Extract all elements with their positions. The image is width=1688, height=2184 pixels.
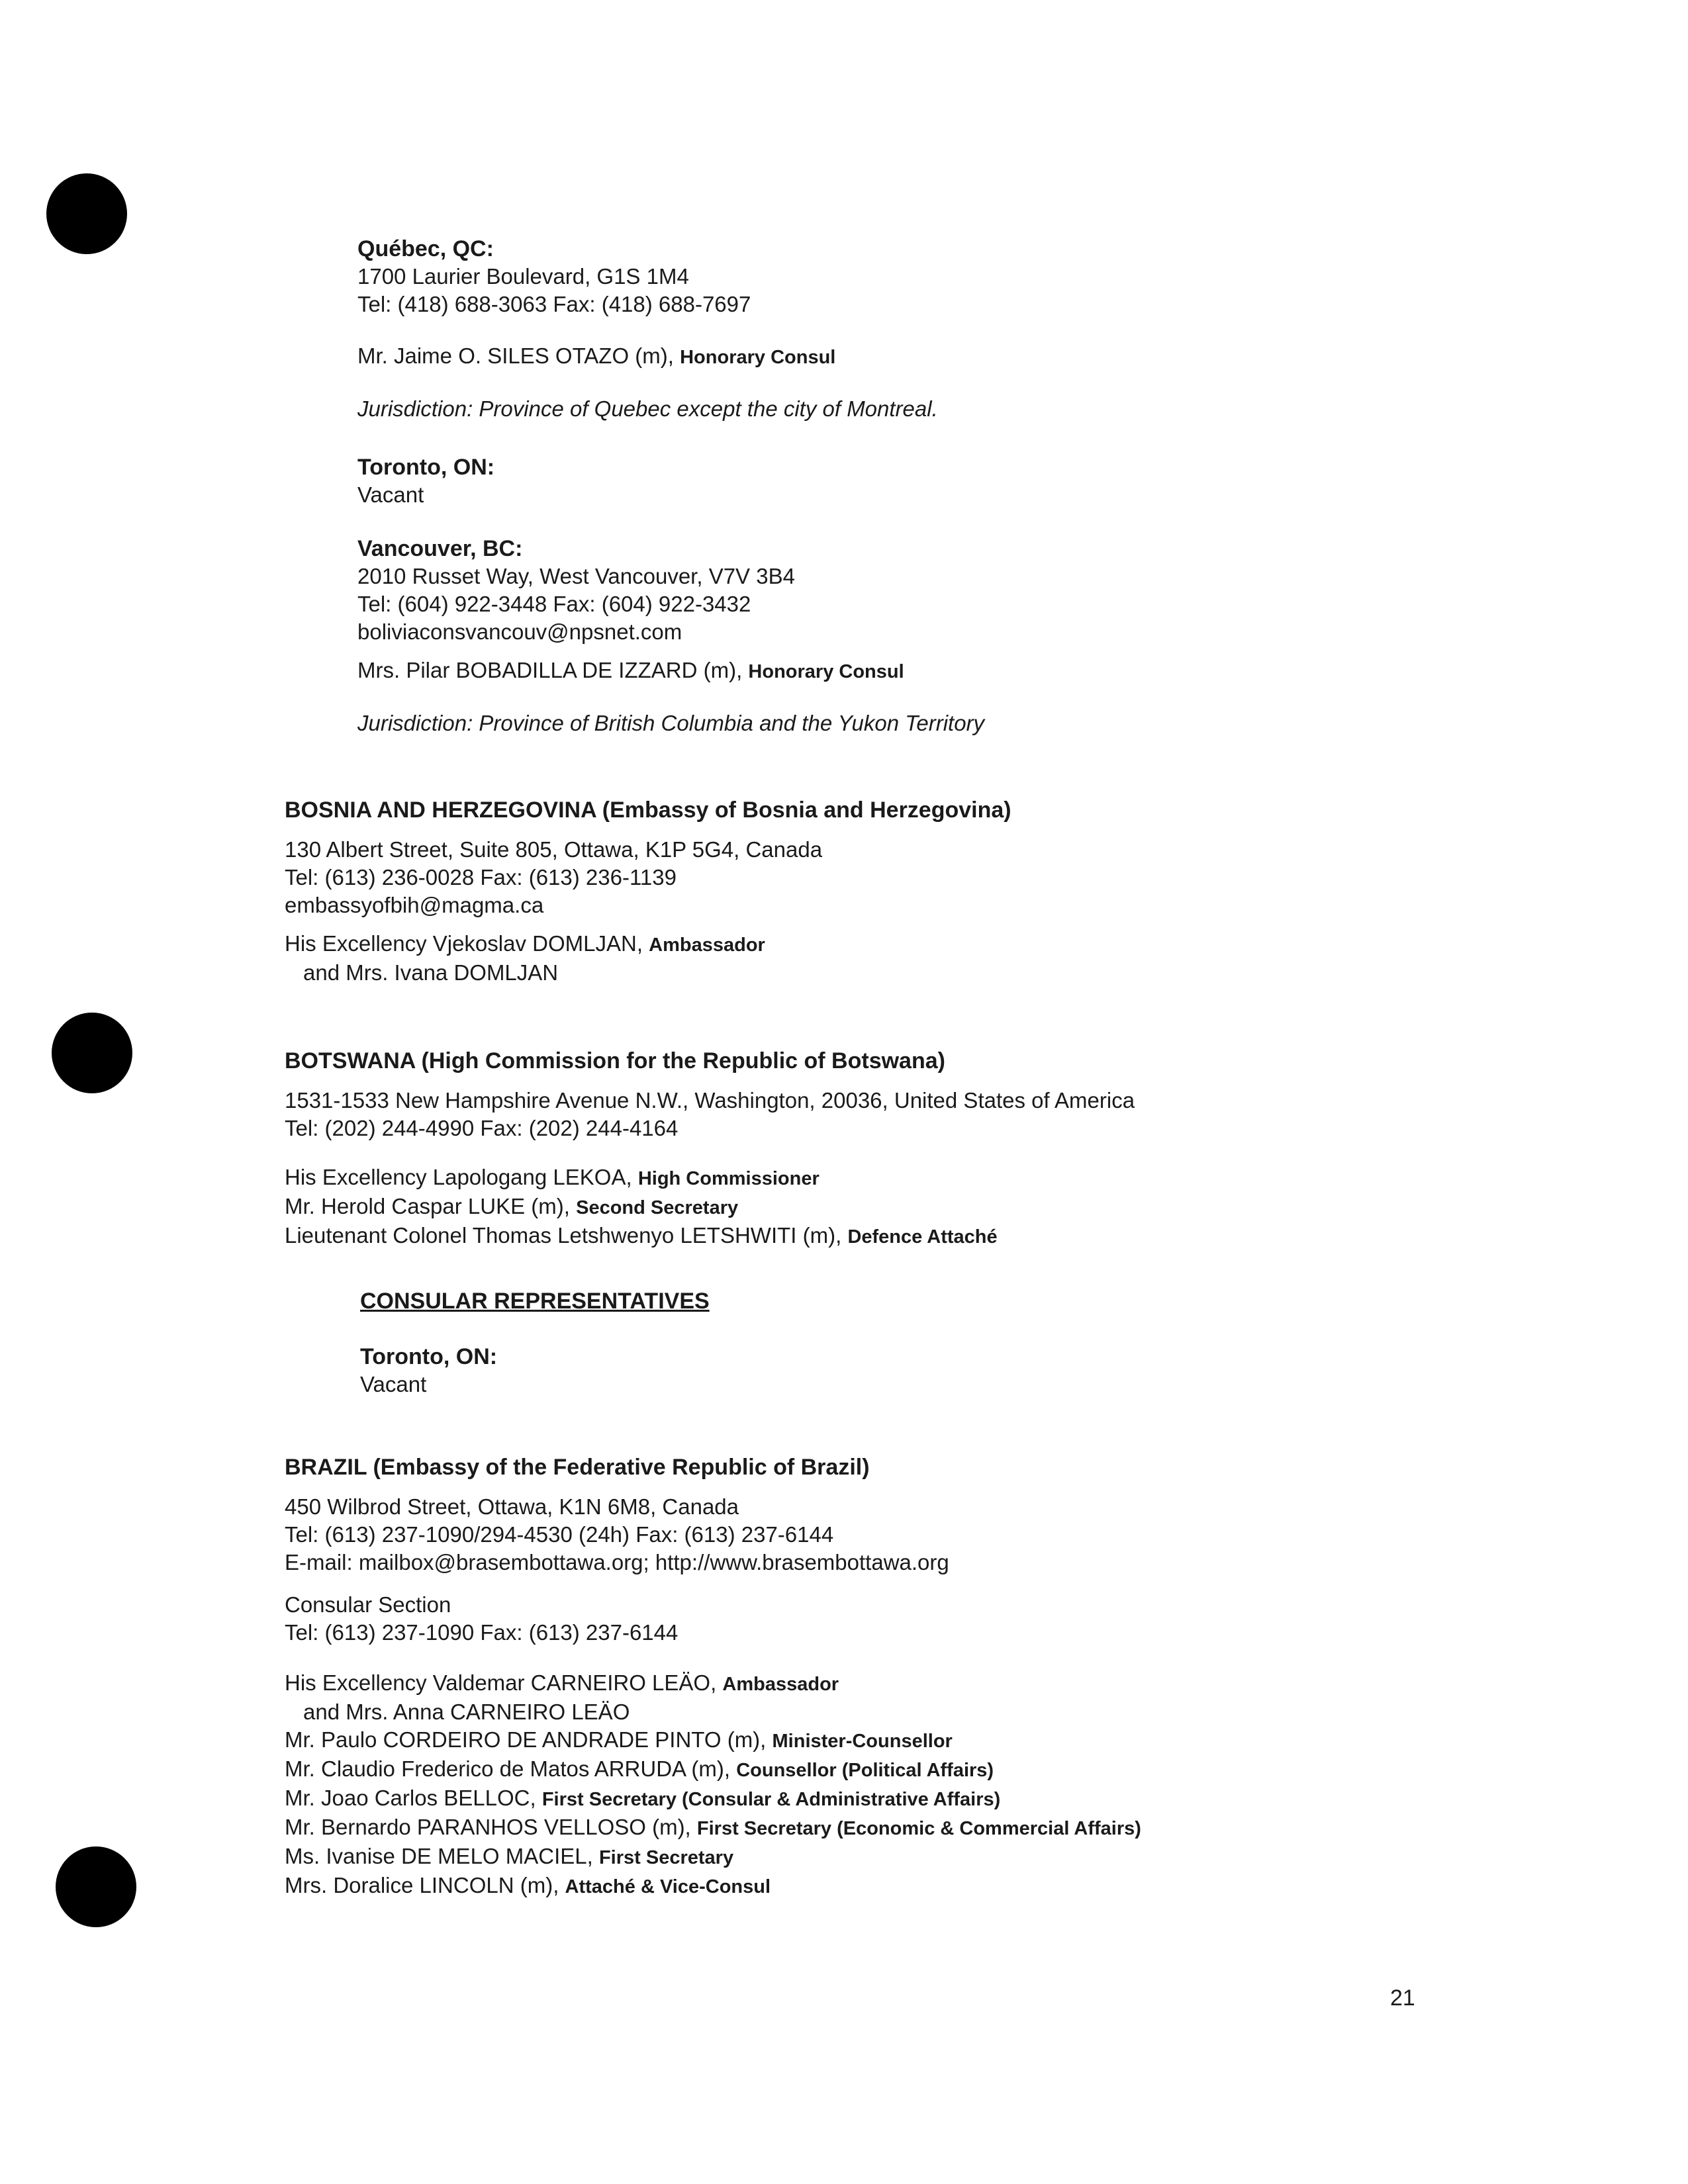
person-entry (285, 1698, 1688, 1726)
binder-hole-top (46, 173, 127, 254)
person-name: Mr. Claudio Frederico de Matos ARRUDA (m), (285, 1756, 731, 1781)
person-name: His Excellency Lapologang LEKOA, (285, 1165, 632, 1189)
person-entry (285, 1193, 1688, 1222)
person-entry (285, 1669, 1688, 1698)
address: 450 Wilbrod Street, Ottawa, K1N 6M8, Canada (285, 1494, 739, 1519)
consular-phone-fax: Tel: (613) 237-1090 Fax: (613) 237-6144 (285, 1620, 679, 1645)
botswana-section (285, 1047, 1688, 1251)
person-name: Mr. Paulo CORDEIRO DE ANDRADE PINTO (m), (285, 1727, 767, 1752)
page-number: 21 (1390, 1985, 1415, 2011)
person-entry (285, 1784, 1688, 1813)
city-heading: Toronto, ON: (357, 455, 495, 480)
email: embassyofbih@magma.ca (285, 893, 544, 917)
person-name: and Mrs. Anna CARNEIRO LEÄO (303, 1700, 630, 1724)
person-role: Counsellor (Political Affairs) (736, 1760, 994, 1781)
consular-heading-text: CONSULAR REPRESENTATIVES (360, 1289, 710, 1314)
consular-section-label: Consular Section (285, 1592, 451, 1617)
country-title: BRAZIL (Embassy of the Federative Republic of Brazil) (285, 1455, 870, 1480)
person-entry (357, 657, 1688, 686)
person-entry (285, 1163, 1688, 1193)
address: 1700 Laurier Boulevard, G1S 1M4 (357, 264, 689, 289)
phone-fax: Tel: (418) 688-3063 Fax: (418) 688-7697 (357, 292, 751, 316)
person-name: Ms. Ivanise DE MELO MACIEL, (285, 1844, 593, 1868)
person-entry (285, 1726, 1688, 1755)
person-name: Mr. Jaime O. SILES OTAZO (m), (357, 343, 674, 368)
binder-hole-bottom (56, 1846, 136, 1927)
city-heading: Vancouver, BC: (357, 536, 523, 561)
person-role: Ambassador (649, 934, 765, 956)
toronto-section (357, 453, 1688, 509)
jurisdiction: Jurisdiction: Province of British Columbia and the Yukon Territory (357, 711, 985, 735)
person-entry (285, 1843, 1688, 1872)
phone-fax: Tel: (613) 236-0028 Fax: (613) 236-1139 (285, 865, 677, 889)
person-name: His Excellency Vjekoslav DOMLJAN, (285, 931, 643, 956)
person-entry (357, 342, 1688, 371)
person-name: His Excellency Valdemar CARNEIRO LEÄO, (285, 1670, 717, 1695)
address: 1531-1533 New Hampshire Avenue N.W., Washington, 20036, United States of America (285, 1088, 1135, 1113)
person-role: First Secretary (Consular & Administrative Affairs) (541, 1789, 1001, 1810)
email-web: E-mail: mailbox@brasembottawa.org; http://www.brasembottawa.org (285, 1550, 949, 1574)
country-title: BOTSWANA (High Commission for the Republic of Botswana) (285, 1048, 945, 1073)
quebec-section (357, 235, 1688, 423)
jurisdiction: Jurisdiction: Province of Quebec except the city of Montreal. (357, 396, 938, 421)
person-entry (285, 930, 1688, 959)
person-role: Defence Attaché (847, 1226, 998, 1248)
vacancy-status: Vacant (357, 482, 424, 507)
person-name: and Mrs. Ivana DOMLJAN (303, 960, 559, 985)
address: 2010 Russet Way, West Vancouver, V7V 3B4 (357, 564, 795, 588)
person-entry (285, 1872, 1688, 1901)
person-role: First Secretary (Economic & Commercial Affairs) (696, 1818, 1141, 1839)
person-entry (285, 959, 1688, 987)
person-role: Ambassador (722, 1674, 839, 1695)
email: boliviaconsvancouv@npsnet.com (357, 619, 682, 644)
phone-fax: Tel: (613) 237-1090/294-4530 (24h) Fax: (613) 237-6144 (285, 1522, 834, 1547)
phone-fax: Tel: (604) 922-3448 Fax: (604) 922-3432 (357, 592, 751, 616)
person-entry (285, 1813, 1688, 1843)
person-name: Mrs. Doralice LINCOLN (m), (285, 1873, 559, 1897)
person-name: Mr. Bernardo PARANHOS VELLOSO (m), (285, 1815, 691, 1839)
vancouver-section (357, 535, 1688, 737)
phone-fax: Tel: (202) 244-4990 Fax: (202) 244-4164 (285, 1116, 679, 1140)
consular-heading (360, 1287, 1688, 1315)
vacancy-status: Vacant (360, 1372, 427, 1396)
botswana-consular-section (360, 1287, 1688, 1398)
person-entry (285, 1755, 1688, 1784)
person-role: Attaché & Vice-Consul (565, 1876, 771, 1897)
person-role: Honorary Consul (748, 661, 904, 682)
person-role: Honorary Consul (680, 347, 836, 368)
person-role: Minister-Counsellor (772, 1731, 953, 1752)
person-role: Second Secretary (576, 1197, 739, 1218)
address: 130 Albert Street, Suite 805, Ottawa, K1P 5G4, Canada (285, 837, 823, 862)
person-entry (285, 1222, 1688, 1251)
person-name: Lieutenant Colonel Thomas Letshwenyo LETSHWITI (m), (285, 1223, 842, 1248)
bosnia-section (285, 796, 1688, 987)
brazil-section (285, 1453, 1688, 1901)
person-name: Mr. Herold Caspar LUKE (m), (285, 1194, 570, 1218)
city-heading: Toronto, ON: (360, 1344, 498, 1369)
country-title: BOSNIA AND HERZEGOVINA (Embassy of Bosnia and Herzegovina) (285, 797, 1011, 823)
city-heading: Québec, QC: (357, 236, 494, 261)
person-name: Mr. Joao Carlos BELLOC, (285, 1786, 536, 1810)
person-role: First Secretary (598, 1847, 734, 1868)
person-role: High Commissioner (637, 1168, 820, 1189)
binder-hole-middle (52, 1013, 132, 1093)
person-name: Mrs. Pilar BOBADILLA DE IZZARD (m), (357, 658, 743, 682)
